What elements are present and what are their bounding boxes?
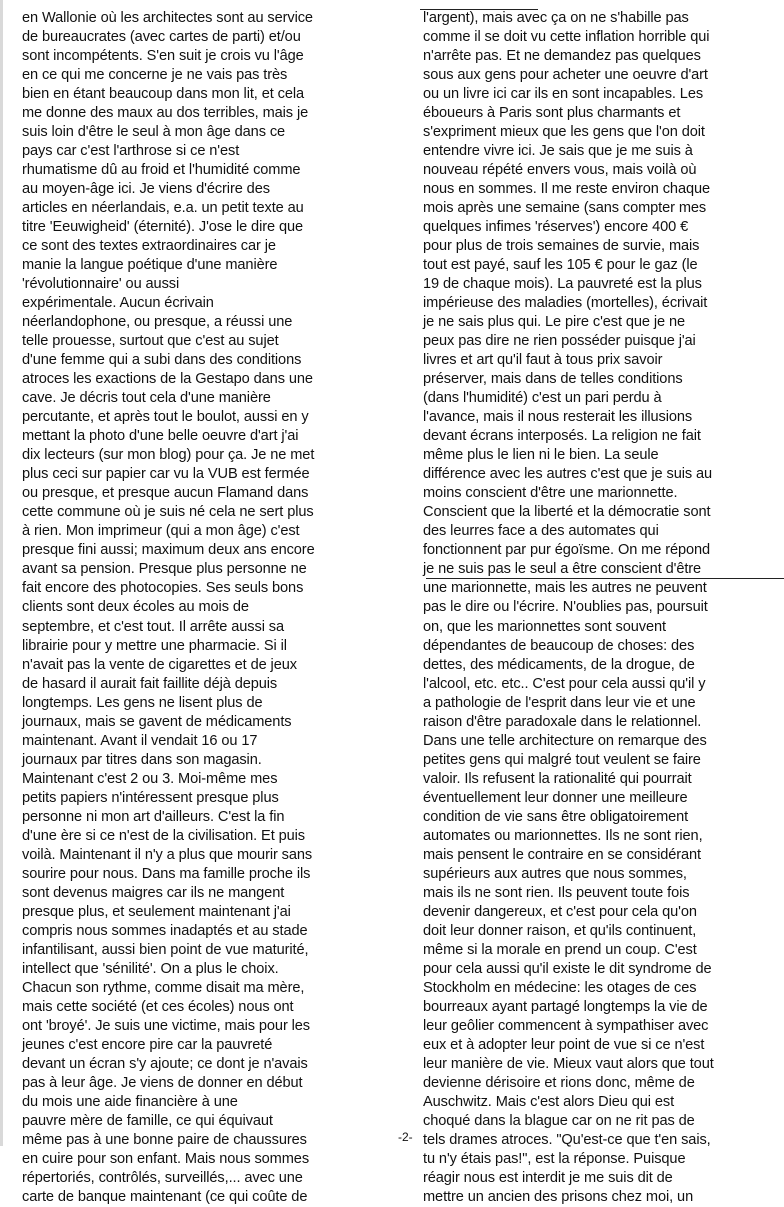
text-line: je ne suis pas le seul a être conscient d'être	[423, 561, 702, 578]
text-line: Chacun son rythme, comme disait ma mère,	[22, 979, 305, 996]
text-line: suis loin d'être le seul à mon âge dans ce	[22, 124, 286, 141]
text-line: s'expriment mieux que les gens que l'on doit	[423, 124, 705, 141]
text-line: expérimentale. Aucun écrivain	[22, 295, 214, 312]
text-line: Maintenant c'est 2 ou 3. Moi-même mes	[22, 770, 278, 787]
text-line: dettes, des médicaments, de la drogue, de	[423, 656, 695, 673]
text-line: presque fini aussi; maximum deux ans encore	[22, 542, 315, 559]
text-line: 19 de chaque mois). La pauvreté est la plus	[423, 276, 702, 293]
text-line: pas à leur âge. Je viens de donner en début	[22, 1074, 303, 1091]
text-line: mois après une semaine (sans compter mes	[423, 200, 707, 217]
text-line: petits papiers n'intéressent presque plus	[22, 789, 279, 806]
text-line: journaux, mais se gavent de médicaments	[22, 713, 292, 730]
text-line: sont devenus maigres car ils ne mangent	[22, 884, 285, 901]
text-line: même si la morale en prend un coup. C'est	[423, 941, 697, 958]
right-text-column	[423, 9, 775, 1207]
text-line: différence avec les autres c'est que je suis au	[423, 466, 713, 483]
text-line: jeunes c'est encore pire car la pauvreté	[22, 1036, 273, 1053]
text-line: nouveau répété envers vous, mais voilà où	[423, 162, 697, 179]
text-line: raison d'être paradoxale dans le relationnel.	[423, 713, 702, 730]
text-line: n'arrête pas. Et ne demandez pas quelques	[423, 48, 701, 65]
text-line: rhumatisme dû au froid et l'humidité comme	[22, 162, 301, 179]
text-line: carte de banque maintenant (ce qui coûte de	[22, 1188, 308, 1205]
text-line: intellect que 'sénilité'. On a plus le choix.	[22, 960, 279, 977]
text-line: mais ils ne sont rien. Ils peuvent toute fois	[423, 884, 690, 901]
page-number: -2-	[398, 1130, 413, 1144]
text-line: peux pas dire ne rien posséder puisque j'ai	[423, 333, 696, 350]
text-line: voilà. Maintenant il n'y a plus que mourir sans	[22, 846, 313, 863]
text-line: Stockholm en médecine: les otages de ces	[423, 979, 697, 996]
text-line: l'argent), mais avec ça on ne s'habille pas	[423, 10, 689, 26]
text-line: supérieurs aux autres que nous sommes,	[423, 865, 687, 882]
text-line: titre 'Eeuwigheid' (éternité). J'ose le dire que	[22, 219, 303, 236]
text-line: fait encore des photocopies. Ses seuls bons	[22, 580, 304, 597]
text-line: clients sont deux écoles au mois de	[22, 599, 249, 616]
text-line: n'avait pas la vente de cigarettes et de jeux	[22, 656, 297, 673]
text-line: me donne des maux au dos terribles, mais je	[22, 105, 309, 122]
text-line: cette commune où je suis né cela ne sert plus	[22, 504, 314, 521]
text-line: pays car c'est l'arthrose si ce n'est	[22, 143, 240, 160]
text-line: sous aux gens pour acheter une oeuvre d'art	[423, 67, 708, 84]
text-line: longtemps. Les gens ne lisent plus de	[22, 694, 263, 711]
text-line: éventuellement leur donner une meilleure	[423, 789, 688, 806]
text-line: répertoriés, contrôlés, surveillés,... avec une	[22, 1169, 303, 1186]
text-line: mais cette société (et ces écoles) nous ont	[22, 998, 294, 1015]
text-line: infantilisant, aussi bien point de vue maturité,	[22, 941, 309, 958]
text-line: au moyen-âge ici. Je viens d'écrire des	[22, 181, 270, 198]
text-line: pas le dire ou l'écrire. N'oublies pas, poursuit	[423, 599, 708, 616]
text-line: de bureaucrates (avec cartes de parti) et/ou	[22, 29, 301, 46]
middle-rule-right	[426, 578, 784, 579]
text-line: moins conscient d'être une marionnette.	[423, 485, 678, 502]
text-line: ce sont des textes extraordinaires car je	[22, 238, 276, 255]
text-line: sont incompétents. S'en suit je crois vu l'âge	[22, 48, 304, 65]
text-line: automates ou marionnettes. Ils ne sont rien,	[423, 827, 703, 844]
text-line: ont 'broyé'. Je suis une victime, mais pour les	[22, 1017, 311, 1034]
text-line: manie la langue poétique d'une manière	[22, 257, 278, 274]
text-line: pauvre mère de famille, ce qui équivaut	[22, 1112, 273, 1129]
text-line: ou un livre ici car ils en sont incapables. Les	[423, 86, 704, 103]
text-line: presque plus, et seulement maintenant j'ai	[22, 903, 291, 920]
text-line: en cuire pour son enfant. Mais nous sommes	[22, 1150, 310, 1167]
text-line: bien en étant beaucoup dans mon lit, et cela	[22, 86, 305, 103]
text-line: Auschwitz. Mais c'est alors Dieu qui est	[423, 1093, 675, 1110]
text-line: entendre vivre ici. Je sais que je me suis à	[423, 143, 693, 160]
text-line: librairie pour y mettre une pharmacie. Si il	[22, 637, 287, 654]
text-line: quelques infimes 'réserves') encore 400 €	[423, 219, 689, 236]
text-line: dix lecteurs (sur mon blog) pour ça. Je ne met	[22, 447, 315, 464]
text-line: a pathologie de l'esprit dans leur vie et une	[423, 694, 696, 711]
text-line: éboueurs à Paris sont plus charmants et	[423, 105, 681, 122]
text-line: devant un écran s'y ajoute; ce dont je n'avais	[22, 1055, 308, 1072]
text-line: du mois une aide financière à une	[22, 1093, 238, 1110]
text-line: percutante, et après tout le boulot, aussi en y	[22, 409, 309, 426]
text-line: atroces les exactions de la Gestapo dans une	[22, 371, 313, 388]
text-line: dépendantes de beaucoup de choses: des	[423, 637, 695, 654]
text-line: fonctionnent par pur égoïsme. On me répond	[423, 542, 711, 559]
text-line: devant écrans interposés. La religion ne fait	[423, 428, 701, 445]
text-line: réagir nous est interdit je me suis dit de	[423, 1169, 673, 1186]
left-text-column	[22, 9, 374, 1207]
text-line: leur geôlier commencent à sympathiser avec	[423, 1017, 709, 1034]
text-line: pour cela aussi qu'il existe le dit syndrome de	[423, 960, 712, 977]
text-line: cave. Je décris tout cela d'une manière	[22, 390, 271, 407]
text-line: pour plus de trois semaines de survie, mais	[423, 238, 700, 255]
text-line: impérieuse des maladies (mortelles), écrivait	[423, 295, 708, 312]
text-line: tu n'y étais pas!", est la réponse. Puisque	[423, 1150, 686, 1167]
text-line: comme il se doit vu cette inflation horrible qui	[423, 29, 710, 46]
text-line: livres et art qu'il faut à tous prix savoir	[423, 352, 663, 369]
text-line: mais pensent le contraire en se considérant	[423, 846, 702, 863]
text-line: en Wallonie où les architectes sont au service	[22, 10, 313, 26]
text-line: tels drames atroces. "Qu'est-ce que t'en sais,	[423, 1131, 711, 1148]
text-line: on, que les marionnettes sont souvent	[423, 618, 666, 635]
text-line: néerlandophone, ou presque, a réussi une	[22, 314, 293, 331]
text-line: leur manière de vie. Mieux vaut alors que tout	[423, 1055, 714, 1072]
text-line: l'avance, mais il nous resterait les illusions	[423, 409, 693, 426]
text-line: personne ni mon art d'ailleurs. C'est la fin	[22, 808, 285, 825]
text-line: mettre un ancien des prisons chez moi, un	[423, 1188, 694, 1205]
text-line: compris nous sommes inadaptés et au stade	[22, 922, 308, 939]
text-line: avant sa pension. Presque plus personne ne	[22, 561, 307, 578]
text-line: eux et à adopter leur point de vue si ce n'est	[423, 1036, 705, 1053]
text-line: devenir dangereux, et c'est pour cela qu'on	[423, 903, 697, 920]
text-line: (dans l'humidité) c'est un pari perdu à	[423, 390, 662, 407]
text-line: même pas à une bonne paire de chaussures	[22, 1131, 307, 1148]
text-line: préserver, mais dans de telles conditions	[423, 371, 683, 388]
text-line: devienne dérisoire et rions donc, même de	[423, 1074, 695, 1091]
text-line: de hasard il aurait fait faillite déjà depuis	[22, 675, 278, 692]
text-line: nous en sommes. Il me reste environ chaque	[423, 181, 711, 198]
text-line: telle prouesse, surtout que c'est au sujet	[22, 333, 279, 350]
text-line: en ce qui me concerne je ne vais pas très	[22, 67, 288, 84]
text-line: articles en néerlandais, e.a. un petit texte au	[22, 200, 304, 217]
text-line: doit leur donner raison, et qu'ils continuent,	[423, 922, 697, 939]
top-rule-right	[420, 9, 538, 10]
text-line: ou presque, et presque aucun Flamand dans	[22, 485, 309, 502]
text-line: Conscient que la liberté et la démocratie sont	[423, 504, 711, 521]
text-line: à rien. Mon imprimeur (qui a mon âge) c'est	[22, 523, 300, 540]
text-line: mettant la photo d'une belle oeuvre d'art j'ai	[22, 428, 299, 445]
text-line: bourreaux ayant partagé longtemps la vie de	[423, 998, 708, 1015]
text-line: condition de vie sans être obligatoirement	[423, 808, 689, 825]
text-line: je ne sais plus qui. Le pire c'est que je ne	[423, 314, 686, 331]
text-line: choqué dans la blague car on ne rit pas de	[423, 1112, 695, 1129]
scan-edge	[0, 0, 3, 1146]
text-line: journaux par titres dans son magasin.	[22, 751, 262, 768]
text-line: des leurres face a des automates qui	[423, 523, 659, 540]
text-line: l'alcool, etc. etc.. C'est pour cela aussi qu'il y	[423, 675, 706, 692]
text-line: d'une ère si ce n'est de la civilisation. Et puis	[22, 827, 305, 844]
text-line: 'révolutionnaire' ou aussi	[22, 276, 180, 293]
text-line: plus ceci sur papier car vu la VUB est fermée	[22, 466, 310, 483]
text-line: tout est payé, sauf les 105 € pour le gaz (le	[423, 257, 698, 274]
text-line: une marionnette, mais les autres ne peuvent	[423, 580, 707, 597]
text-line: maintenant. Avant il vendait 16 ou 17	[22, 732, 258, 749]
text-line: petites gens qui malgré tout veulent se faire	[423, 751, 701, 768]
text-line: Dans une telle architecture on remarque des	[423, 732, 707, 749]
text-line: même plus le lien ni le bien. La seule	[423, 447, 659, 464]
text-line: d'une femme qui a subi dans des conditions	[22, 352, 302, 369]
text-line: septembre, et c'est tout. Il arrête aussi sa	[22, 618, 285, 635]
text-line: sourire pour nous. Dans ma famille proche ils	[22, 865, 311, 882]
text-line: valoir. Ils refusent la rationalité qui pourrait	[423, 770, 692, 787]
